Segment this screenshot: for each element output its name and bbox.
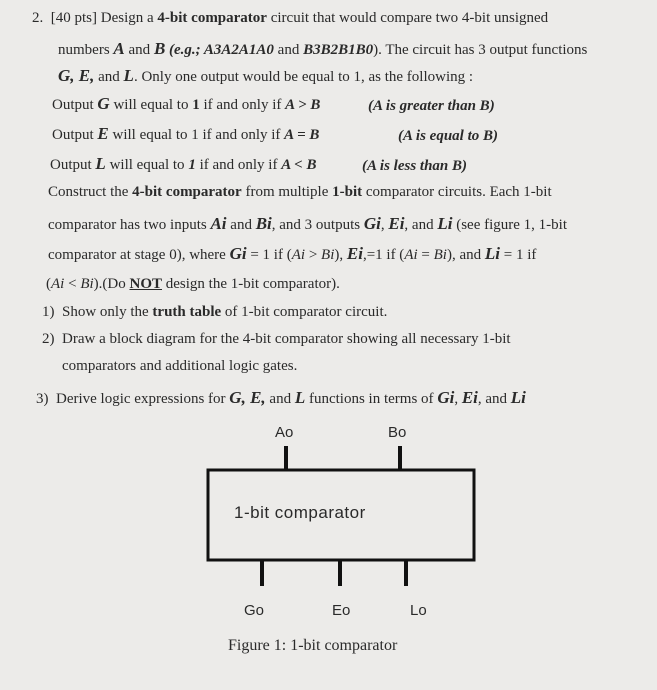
construct-line-3: comparator at stage 0), where Gi = 1 if (Ai > Bi), Ei,=1 if (Ai = Bi), and Li = 1 if	[48, 244, 537, 263]
output-e-label: Eo	[332, 602, 351, 619]
input-b-label: Bo	[388, 424, 407, 441]
output-g-label: Go	[244, 602, 265, 619]
block-label: 1-bit comparator	[234, 503, 366, 522]
output-e-line: Output E will equal to 1 if and only if A = B	[52, 124, 320, 143]
output-l-label: Lo	[410, 602, 427, 619]
construct-line-4: (Ai < Bi).(Do NOT design the 1-bit comparator).	[46, 276, 340, 292]
construct-line-1: Construct the 4-bit comparator from multiple 1-bit comparator circuits. Each 1-bit	[48, 184, 552, 200]
question-line-1: 2. [40 pts] Design a 4-bit comparator circuit that would compare two 4-bit unsigned	[32, 10, 549, 26]
subquestion-2-cont: comparators and additional logic gates.	[62, 358, 298, 374]
question-line-3: G, E, and L. Only one output would be equal to 1, as the following :	[58, 66, 474, 85]
input-a-label: Ao	[275, 424, 294, 441]
subquestion-1: 1) Show only the truth table of 1-bit comparator circuit.	[42, 304, 388, 320]
subquestion-2: 2) Draw a block diagram for the 4-bit comparator showing all necessary 1-bit	[42, 331, 511, 347]
figure-caption: Figure 1: 1-bit comparator	[228, 637, 398, 654]
output-l-line: Output L will equal to 1 if and only if A < B	[50, 154, 317, 173]
output-g-note: (A is greater than B)	[368, 98, 495, 114]
question-line-2: numbers A and B (e.g.; A3A2A1A0 and B3B2B1B0). The circuit has 3 output functions	[58, 39, 588, 58]
construct-line-2: comparator has two inputs Ai and Bi, and 3 outputs Gi, Ei, and Li (see figure 1, 1-bit	[48, 214, 567, 233]
output-g-line: Output G will equal to 1 if and only if A > B	[52, 94, 321, 113]
output-e-note: (A is equal to B)	[398, 128, 499, 144]
output-l-note: (A is less than B)	[362, 158, 468, 174]
subquestion-3: 3) Derive logic expressions for G, E, and L functions in terms of Gi, Ei, and Li	[36, 388, 526, 407]
